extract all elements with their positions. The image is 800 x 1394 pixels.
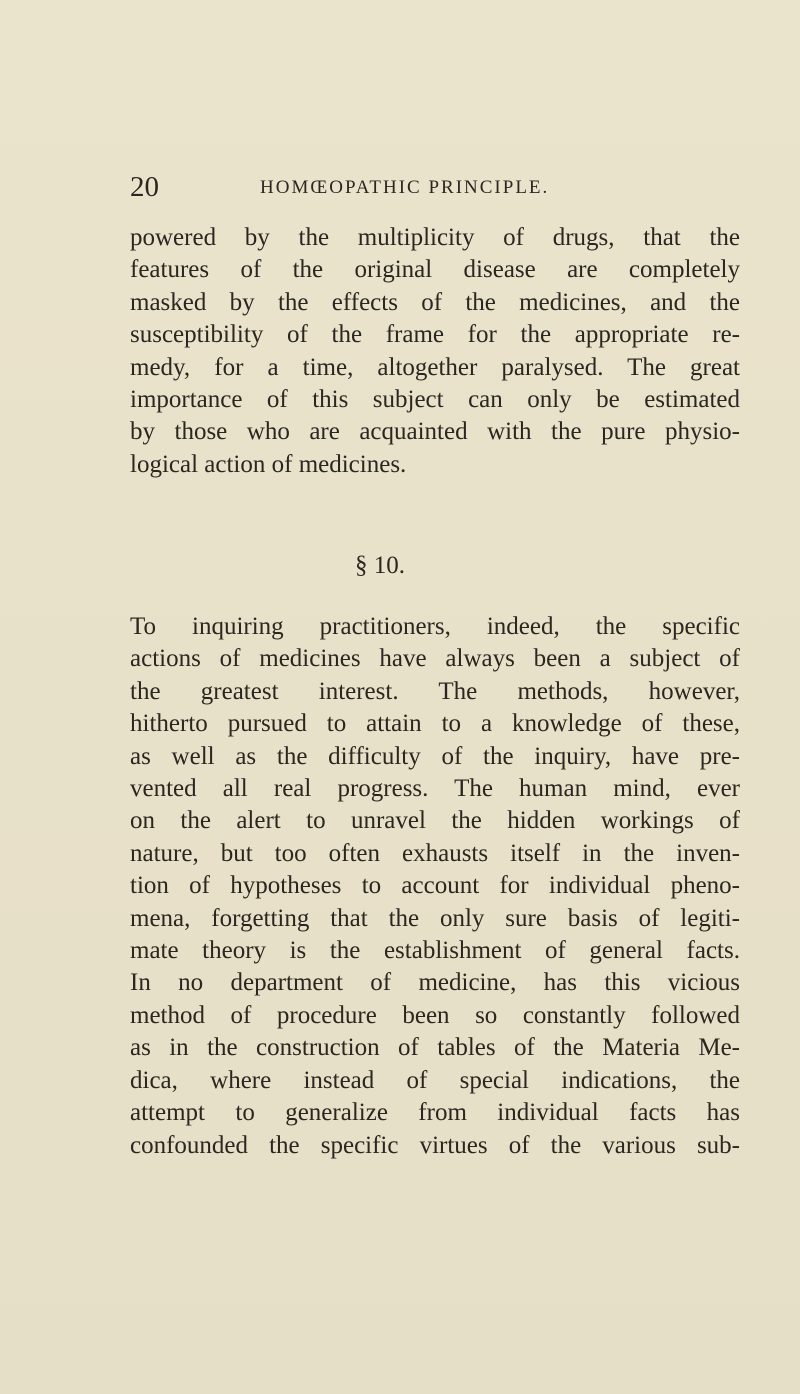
text-line: dica, where instead of special indications, the [130, 1066, 740, 1094]
text-line: the greatest interest. The methods, however, [130, 677, 740, 705]
text-line: importance of this subject can only be estimated [130, 386, 740, 414]
text-line: tion of hypotheses to account for individual pheno- [130, 872, 740, 900]
text-line: actions of medicines have always been a subject of [130, 645, 740, 673]
text-line: masked by the effects of the medicines, and the [130, 288, 740, 316]
text-line: mena, forgetting that the only sure basis of legiti- [130, 904, 740, 932]
running-title: HOMŒOPATHIC PRINCIPLE. [260, 177, 550, 198]
text-line: powered by the multiplicity of drugs, that the [130, 224, 740, 251]
page-number: 20 [130, 171, 159, 203]
text-line: susceptibility of the frame for the appropriate re- [130, 321, 740, 349]
section-heading [0, 550, 800, 582]
running-head [130, 170, 740, 204]
text-line: as well as the difficulty of the inquiry, have pre- [130, 742, 740, 770]
text-line: vented all real progress. The human mind, ever [130, 775, 740, 803]
section-number: § 10. [355, 552, 405, 579]
paragraph-continued [130, 222, 740, 481]
text-line: logical action of medicines. [130, 450, 407, 478]
text-line: To inquiring practitioners, indeed, the specific [130, 613, 740, 640]
text-line: nature, but too often exhausts itself in the inven- [130, 839, 740, 867]
paragraph-section-10 [130, 611, 740, 1162]
text-line: mate theory is the establishment of general facts. [130, 937, 740, 965]
text-line: on the alert to unravel the hidden workings of [130, 807, 740, 835]
text-line: medy, for a time, altogether paralysed. The great [130, 353, 740, 381]
text-line: as in the construction of tables of the Materia Me- [130, 1034, 740, 1062]
text-line: attempt to generalize from individual facts has [130, 1099, 740, 1127]
text-line: method of procedure been so constantly followed [130, 1001, 740, 1029]
text-line: features of the original disease are completely [130, 256, 740, 284]
text-line: In no department of medicine, has this vicious [130, 969, 740, 997]
text-line: by those who are acquainted with the pure physio- [130, 418, 740, 446]
text-line: confounded the specific virtues of the various sub- [130, 1131, 740, 1159]
text-line: hitherto pursued to attain to a knowledge of these, [130, 710, 740, 738]
